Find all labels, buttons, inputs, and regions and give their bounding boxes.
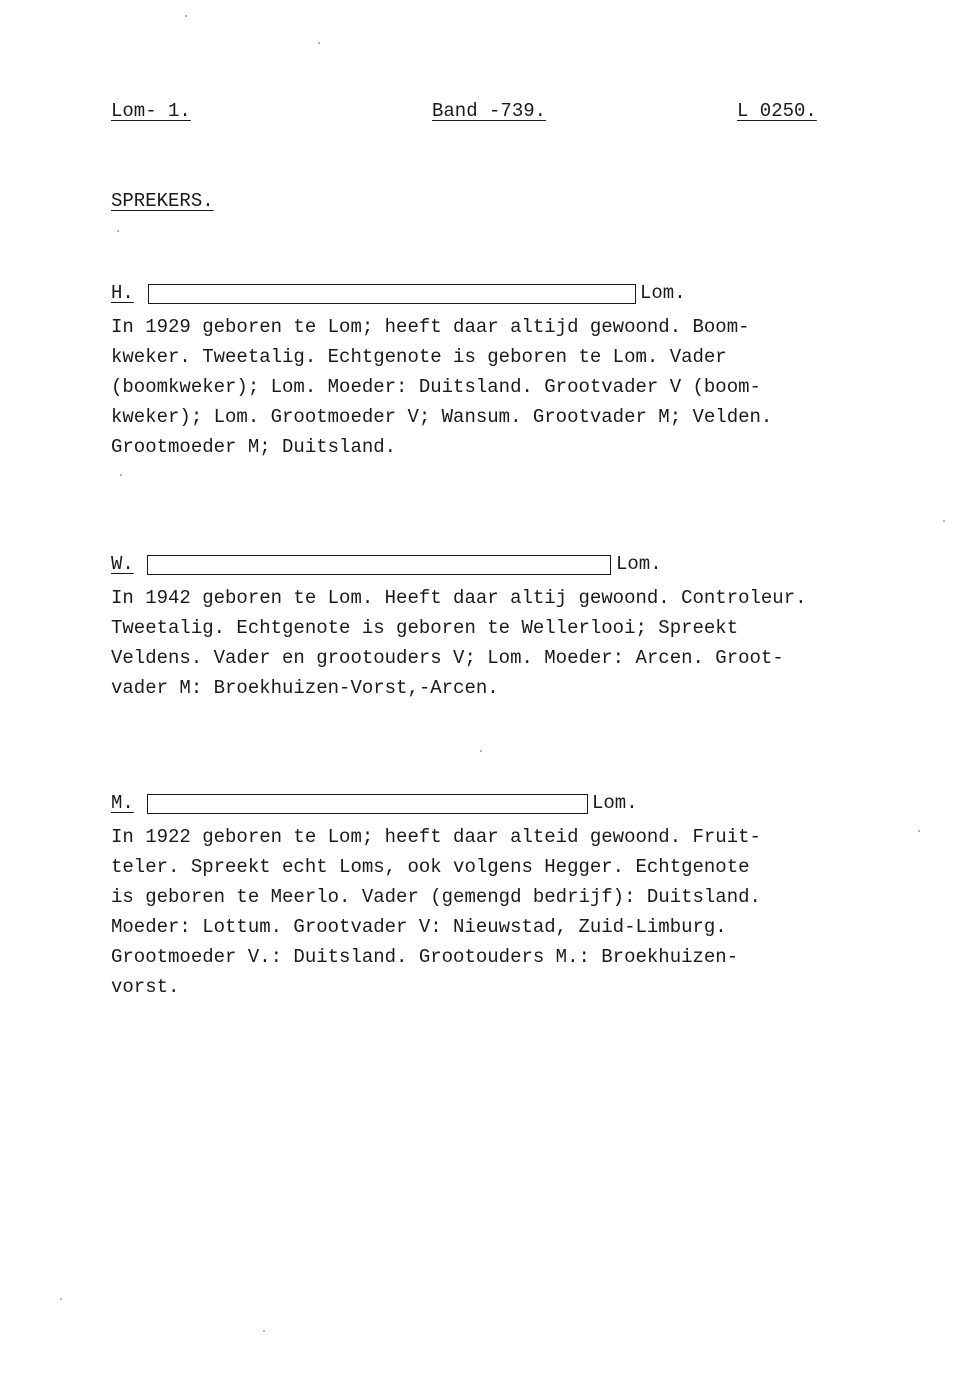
- scan-speck: [185, 15, 187, 17]
- speaker-text-line: Moeder: Lottum. Grootvader V: Nieuwstad, Zuid-Limburg.: [111, 916, 727, 938]
- speaker-text-line: Grootmoeder M; Duitsland.: [111, 436, 397, 458]
- header-band-number: Band -739.: [432, 100, 547, 122]
- speaker-place: Lom.: [592, 792, 638, 814]
- speaker-text-line: Tweetalig. Echtgenote is geboren te Wellerlooi; Spreekt: [111, 617, 739, 639]
- scan-speck: [117, 230, 119, 232]
- speaker-text-line: vorst.: [111, 976, 180, 998]
- speaker-initial: M.: [111, 792, 134, 814]
- speaker-text-line: In 1922 geboren te Lom; heeft daar alteid gewoond. Fruit-: [111, 826, 761, 848]
- speaker-place: Lom.: [616, 553, 662, 575]
- speaker-entry-w: [111, 553, 871, 703]
- speaker-text-line: is geboren te Meerlo. Vader (gemengd bedrijf): Duitsland.: [111, 886, 761, 908]
- section-title: SPREKERS.: [111, 190, 214, 212]
- speaker-heading: [111, 553, 871, 583]
- speaker-heading: [111, 282, 871, 312]
- speaker-text-line: In 1929 geboren te Lom; heeft daar altijd gewoond. Boom-: [111, 316, 750, 338]
- speaker-place: Lom.: [640, 282, 686, 304]
- speaker-text-line: (boomkweker); Lom. Moeder: Duitsland. Grootvader V (boom-: [111, 376, 761, 398]
- redacted-name-box: [147, 555, 611, 575]
- speaker-entry-h: [111, 282, 871, 462]
- header-document-id: Lom- 1.: [111, 100, 191, 122]
- speaker-text-line: vader M: Broekhuizen-Vorst,-Arcen.: [111, 677, 499, 699]
- speaker-entry-m: [111, 792, 871, 1002]
- speaker-text-line: teler. Spreekt echt Loms, ook volgens Hegger. Echtgenote: [111, 856, 750, 878]
- scan-speck: [318, 42, 320, 44]
- speaker-initial: W.: [111, 553, 134, 575]
- scan-speck: [943, 520, 945, 522]
- scan-speck: [480, 750, 482, 752]
- scan-speck: [918, 830, 920, 832]
- speaker-initial: H.: [111, 282, 134, 304]
- speaker-heading: [111, 792, 871, 822]
- header-reference-code: L 0250.: [737, 100, 817, 122]
- redacted-name-box: [148, 284, 636, 304]
- scan-speck: [263, 1330, 265, 1332]
- speaker-text-line: In 1942 geboren te Lom. Heeft daar altij gewoond. Controleur.: [111, 587, 807, 609]
- speaker-text-line: Grootmoeder V.: Duitsland. Grootouders M.: Broekhuizen-: [111, 946, 739, 968]
- speaker-text-line: Veldens. Vader en grootouders V; Lom. Moeder: Arcen. Groot-: [111, 647, 784, 669]
- scan-speck: [120, 474, 122, 476]
- redacted-name-box: [147, 794, 588, 814]
- speaker-text-line: kweker. Tweetalig. Echtgenote is geboren te Lom. Vader: [111, 346, 727, 368]
- speaker-text-line: kweker); Lom. Grootmoeder V; Wansum. Grootvader M; Velden.: [111, 406, 773, 428]
- scan-speck: [60, 1298, 62, 1300]
